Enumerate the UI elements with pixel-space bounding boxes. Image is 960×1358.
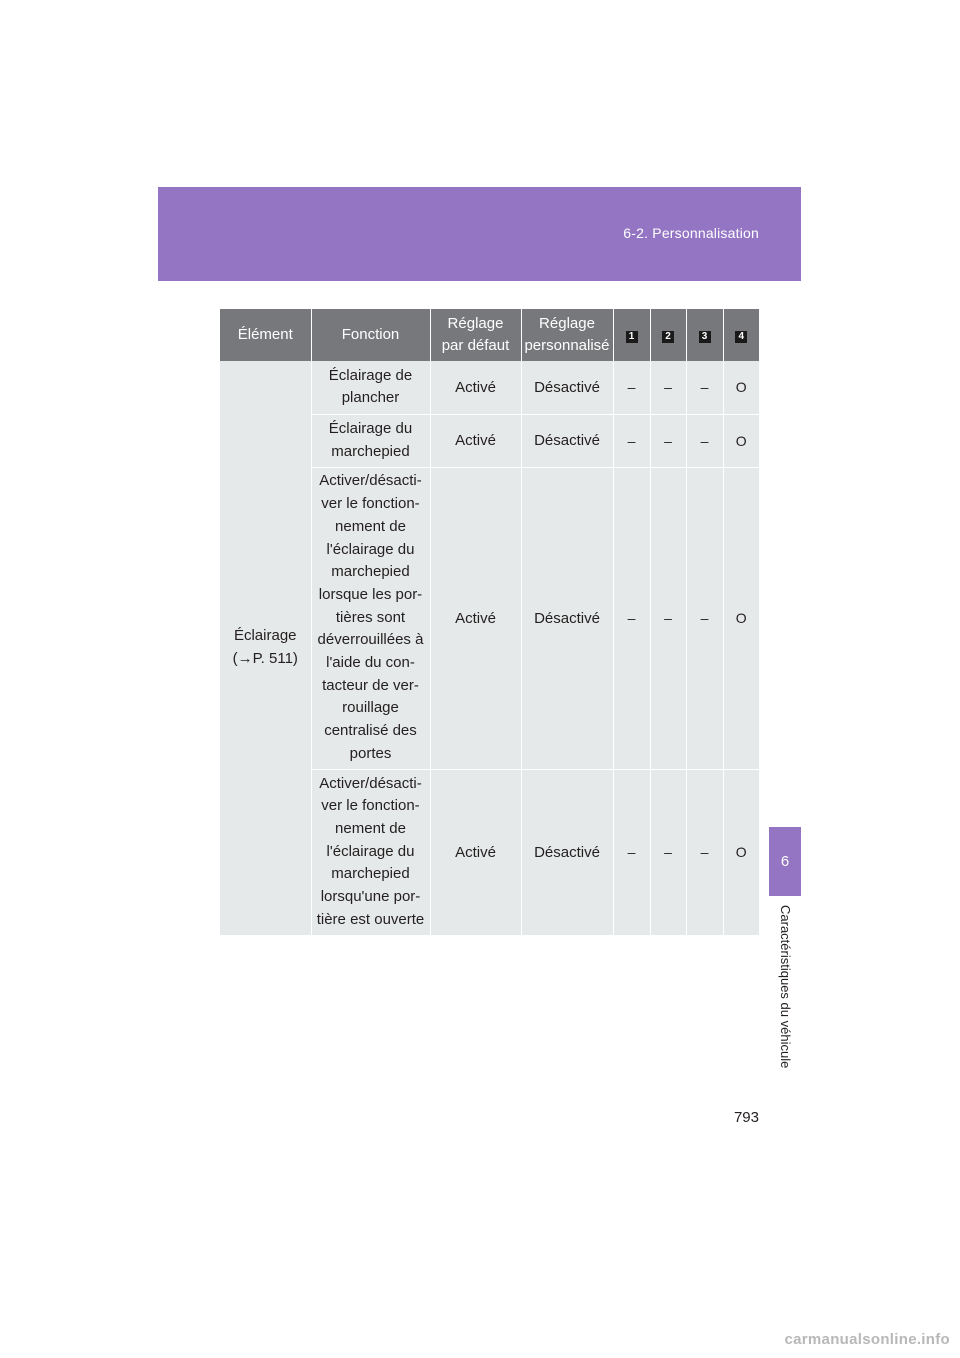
function-line: Activer/désacti-: [319, 472, 422, 490]
col-2-value: –: [650, 361, 686, 414]
header-col-4: [723, 309, 759, 361]
function-line: Éclairage de: [328, 366, 413, 384]
function-line: marchepied: [331, 442, 410, 460]
header-col-3: [686, 309, 723, 361]
function-line: l'éclairage du: [326, 540, 415, 558]
header-default-setting: [430, 309, 521, 361]
function-line: tières sont: [335, 608, 406, 626]
function-line: marchepied: [331, 563, 410, 581]
col-2-badge: 2: [662, 331, 674, 343]
element-cell: [220, 361, 311, 935]
header-default-line2: par défaut: [441, 337, 510, 354]
col-1-value: –: [613, 361, 650, 414]
header-default-line1: Réglage: [447, 315, 504, 332]
default-value: Activé: [430, 769, 521, 935]
watermark-text: carmanualsonline.info: [784, 1331, 950, 1348]
header-function: Fonction: [311, 309, 430, 361]
function-line: tière est ouverte: [316, 910, 425, 928]
default-value: Activé: [430, 467, 521, 769]
function-line: lorsqu'une por-: [320, 888, 421, 906]
col-4-value: O: [723, 361, 759, 414]
function-line: Éclairage du: [328, 419, 413, 437]
function-cell: [311, 769, 430, 935]
col-2-value: –: [650, 467, 686, 769]
customization-table: [220, 309, 759, 936]
function-line: lorsque les por-: [318, 585, 423, 603]
function-line: déverrouillées à: [317, 631, 424, 649]
default-value: Activé: [430, 414, 521, 467]
col-1-value: –: [613, 414, 650, 467]
table-header-row: [220, 309, 759, 361]
chapter-tab: [769, 827, 801, 896]
function-line: ver le fonction-: [321, 495, 420, 513]
default-value: Activé: [430, 361, 521, 414]
chapter-title: Caractéristiques du véhicule: [778, 905, 793, 1069]
col-1-value: –: [613, 467, 650, 769]
custom-value: Désactivé: [521, 361, 613, 414]
element-line2: (→P. 511): [232, 649, 298, 667]
col-4-value: O: [723, 769, 759, 935]
col-3-value: –: [686, 467, 723, 769]
col-2-value: –: [650, 414, 686, 467]
header-custom-line1: Réglage: [539, 315, 595, 332]
section-header-band: [158, 187, 801, 281]
function-line: l'éclairage du: [326, 842, 415, 860]
custom-value: Désactivé: [521, 769, 613, 935]
section-title: 6-2. Personnalisation: [623, 225, 759, 241]
function-line: ver le fonction-: [321, 797, 420, 815]
header-col-1: [613, 309, 650, 361]
col-1-value: –: [613, 769, 650, 935]
custom-value: Désactivé: [521, 467, 613, 769]
col-4-value: O: [723, 467, 759, 769]
function-cell: [311, 467, 430, 769]
col-3-value: –: [686, 361, 723, 414]
header-custom-setting: [521, 309, 613, 361]
chapter-number: 6: [780, 853, 790, 870]
col-1-badge: 1: [626, 331, 638, 343]
col-4-value: O: [723, 414, 759, 467]
function-cell: [311, 414, 430, 467]
page-number: 793: [733, 1109, 759, 1126]
function-line: Activer/désacti-: [319, 774, 422, 792]
function-line: tacteur de ver-: [322, 676, 419, 694]
function-line: rouillage: [342, 699, 399, 717]
function-line: portes: [349, 744, 392, 762]
col-3-badge: 3: [699, 331, 711, 343]
function-line: l'aide du con-: [326, 654, 415, 672]
element-line1: Éclairage: [233, 627, 297, 645]
col-3-value: –: [686, 769, 723, 935]
function-line: nement de: [335, 819, 406, 837]
custom-value: Désactivé: [521, 414, 613, 467]
function-line: nement de: [335, 517, 406, 535]
col-4-badge: 4: [735, 331, 747, 343]
col-3-value: –: [686, 414, 723, 467]
function-line: marchepied: [331, 865, 410, 883]
header-element: Élément: [220, 309, 311, 361]
col-2-value: –: [650, 769, 686, 935]
header-custom-line2: personnalisé: [524, 337, 610, 354]
function-line: centralisé des: [324, 722, 417, 740]
table-row: [220, 361, 759, 414]
function-line: plancher: [341, 389, 400, 407]
header-col-2: [650, 309, 686, 361]
function-cell: [311, 361, 430, 414]
